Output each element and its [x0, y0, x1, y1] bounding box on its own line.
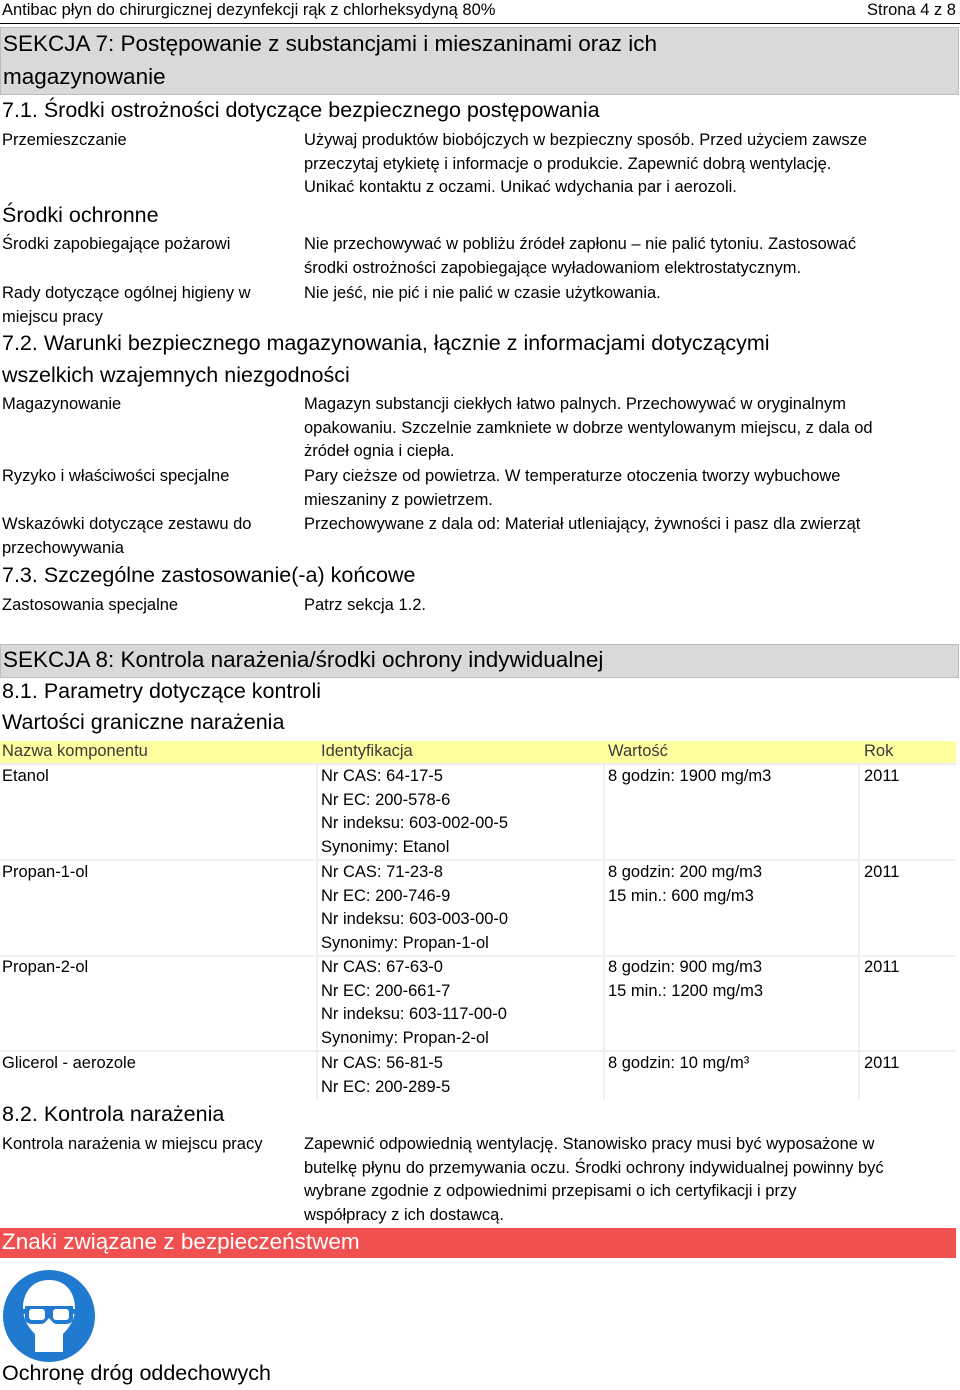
- table-row-ident: [321, 1052, 450, 1099]
- handling-label: Przemieszczanie: [2, 131, 127, 149]
- exposure-text-line: Zapewnić odpowiednią wentylację. Stanowisko pracy musi być wyposażone w: [304, 1135, 875, 1153]
- table-row-value: [608, 1052, 749, 1076]
- column-header-ident: Identyfikacja: [321, 742, 413, 760]
- ident-line: Nr EC: 200-746-9: [321, 886, 451, 905]
- subsection-7-3-heading: 7.3. Szczególne zastosowanie(-a) końcowe: [2, 563, 416, 587]
- handling-text-line: Unikać kontaktu z oczami. Unikać wdychania par i aerozoli.: [304, 178, 737, 196]
- column-header-value: Wartość: [608, 742, 668, 760]
- ident-line: Synonimy: Etanol: [321, 837, 450, 856]
- hygiene-text: Nie jeść, nie pić i nie palić w czasie użytkowania.: [304, 284, 661, 302]
- table-row-name: Propan-2-ol: [2, 958, 89, 976]
- fire-prevention-text: [304, 233, 944, 280]
- storage-text-line: opakowaniu. Szczelnie zamkniete w dobrze wentylowanym miejscu, z dala od: [304, 418, 873, 437]
- document-title: Antibac płyn do chirurgicznej dezynfekcji rąk z chlorheksydyną 80%: [2, 1, 496, 19]
- section-7-title-line2: magazynowanie: [3, 64, 166, 89]
- value-line: 15 min.: 1200 mg/m3: [608, 981, 763, 1000]
- hygiene-label: [2, 282, 251, 329]
- ident-line: Synonimy: Propan-2-ol: [321, 1028, 489, 1047]
- ident-line: Nr EC: 200-289-5: [321, 1077, 451, 1096]
- exposure-text-line: butelkę płynu do przemywania oczu. Środki ochrony indywidualnej powinny być: [304, 1158, 884, 1177]
- safety-signs-title: Znaki związane z bezpieczeństwem: [2, 1229, 360, 1254]
- value-line: 8 godzin: 200 mg/m3: [608, 863, 763, 881]
- table-row-value: [608, 861, 762, 908]
- hygiene-label-line: Rady dotyczące ogólnej higieny w: [2, 284, 251, 302]
- ident-line: Nr indeksu: 603-003-00-0: [321, 910, 509, 928]
- handling-text-line: przeczytaj etykietę i informacje o produkcie. Zapewnić dobrą wentylację.: [304, 154, 832, 173]
- hygiene-label-line: miejscu pracy: [2, 307, 103, 326]
- section-8-title: SEKCJA 8: Kontrola narażenia/środki ochrony indywidualnej: [3, 647, 604, 672]
- workplace-exposure-label: Kontrola narażenia w miejscu pracy: [2, 1135, 263, 1153]
- ident-line: Nr CAS: 67-63-0: [321, 958, 443, 976]
- column-header-name: Nazwa komponentu: [2, 742, 148, 760]
- subsection-8-1-heading: 8.1. Parametry dotyczące kontroli: [2, 679, 322, 703]
- combined-storage-text: Przechowywane z dala od: Materiał utleniający, żywności i pasz dla zwierząt: [304, 515, 861, 533]
- header-divider: [0, 23, 960, 24]
- table-row-name: Propan-1-ol: [2, 863, 89, 881]
- subsection-8-2-heading: 8.2. Kontrola narażenia: [2, 1102, 225, 1126]
- subsection-7-2-heading-line1: 7.2. Warunki bezpiecznego magazynowania, łącznie z informacjami dotyczącymi: [2, 331, 770, 355]
- table-row-name: Glicerol - aerozole: [2, 1054, 136, 1072]
- ident-line: Nr indeksu: 603-117-00-0: [321, 1005, 507, 1023]
- ident-line: Nr EC: 200-578-6: [321, 790, 451, 809]
- combined-label-line: przechowywania: [2, 538, 124, 557]
- workplace-exposure-text: [304, 1133, 944, 1227]
- storage-text-line: żródeł ognia i ciepła.: [304, 442, 455, 460]
- exposure-text-line: współpracy z ich dostawcą.: [304, 1205, 504, 1224]
- table-row-ident: [321, 765, 508, 859]
- subsection-7-1-heading: 7.1. Środki ostrożności dotyczące bezpiecznego postępowania: [2, 98, 600, 122]
- value-line: 8 godzin: 900 mg/m3: [608, 958, 763, 976]
- ident-line: Nr indeksu: 603-002-00-5: [321, 814, 509, 832]
- page-number: Strona 4 z 8: [867, 1, 956, 19]
- value-line: 8 godzin: 10 mg/m³: [608, 1054, 750, 1072]
- table-row-name: Etanol: [2, 767, 49, 785]
- table-row-year: 2011: [864, 767, 900, 785]
- table-row-value: [608, 765, 771, 789]
- risk-label: Ryzyko i właściwości specjalne: [2, 467, 230, 485]
- fire-prevention-label: Środki zapobiegające pożarowi: [2, 235, 231, 253]
- table-grid-line: [0, 1050, 956, 1052]
- value-line: 15 min.: 600 mg/m3: [608, 886, 754, 905]
- fire-text-line: środki ostrożności zapobiegające wyładowaniom elektrostatycznym.: [304, 258, 802, 277]
- table-row-year: 2011: [864, 958, 900, 976]
- ident-line: Nr CAS: 56-81-5: [321, 1054, 443, 1072]
- ident-line: Nr CAS: 71-23-8: [321, 863, 443, 881]
- risk-text-line: Pary cieższe od powietrza. W temperaturze otoczenia tworzy wybuchowe: [304, 467, 841, 485]
- handling-text-line: Używaj produktów biobójczych w bezpieczny sposób. Przed użyciem zawsze: [304, 131, 868, 149]
- protective-measures-heading: Środki ochronne: [2, 203, 159, 227]
- fire-text-line: Nie przechowywać w pobliżu źródeł zapłonu – nie palić tytoniu. Zastosować: [304, 235, 857, 253]
- storage-text-line: Magazyn substancji ciekłych łatwo palnych. Przechowywać w oryginalnym: [304, 395, 846, 413]
- safety-goggles-mandatory-icon: [1, 1268, 97, 1364]
- ident-line: Nr CAS: 64-17-5: [321, 767, 443, 785]
- handling-text: [304, 129, 944, 200]
- exposure-text-line: wybrane zgodnie z odpowiednimi przepisami o ich certyfikacji i przy: [304, 1182, 797, 1200]
- storage-label: Magazynowanie: [2, 395, 122, 413]
- subsection-7-2-heading-line2: wszelkich wzajemnych niezgodności: [2, 363, 350, 387]
- ident-line: Nr EC: 200-661-7: [321, 981, 451, 1000]
- table-row-ident: [321, 956, 507, 1050]
- combined-storage-label: [2, 513, 251, 560]
- specific-uses-text: Patrz sekcja 1.2.: [304, 596, 426, 614]
- combined-label-line: Wskazówki dotyczące zestawu do: [2, 515, 252, 533]
- value-line: 8 godzin: 1900 mg/m3: [608, 767, 772, 785]
- ident-line: Synonimy: Propan-1-ol: [321, 933, 489, 952]
- specific-uses-label: Zastosowania specjalne: [2, 596, 179, 614]
- table-row-year: 2011: [864, 863, 900, 881]
- table-row-ident: [321, 861, 508, 955]
- risk-text: [304, 465, 944, 512]
- column-header-year: Rok: [864, 742, 894, 760]
- risk-text-line: mieszaniny z powietrzem.: [304, 490, 493, 509]
- storage-text: [304, 393, 944, 464]
- exposure-limits-heading: Wartości graniczne narażenia: [2, 710, 285, 734]
- safety-sign-caption: Ochronę dróg oddechowych: [2, 1361, 271, 1385]
- table-row-value: [608, 956, 763, 1003]
- section-7-title-line1: SEKCJA 7: Postępowanie z substancjami i mieszaninami oraz ich: [3, 31, 658, 56]
- table-row-year: 2011: [864, 1054, 900, 1072]
